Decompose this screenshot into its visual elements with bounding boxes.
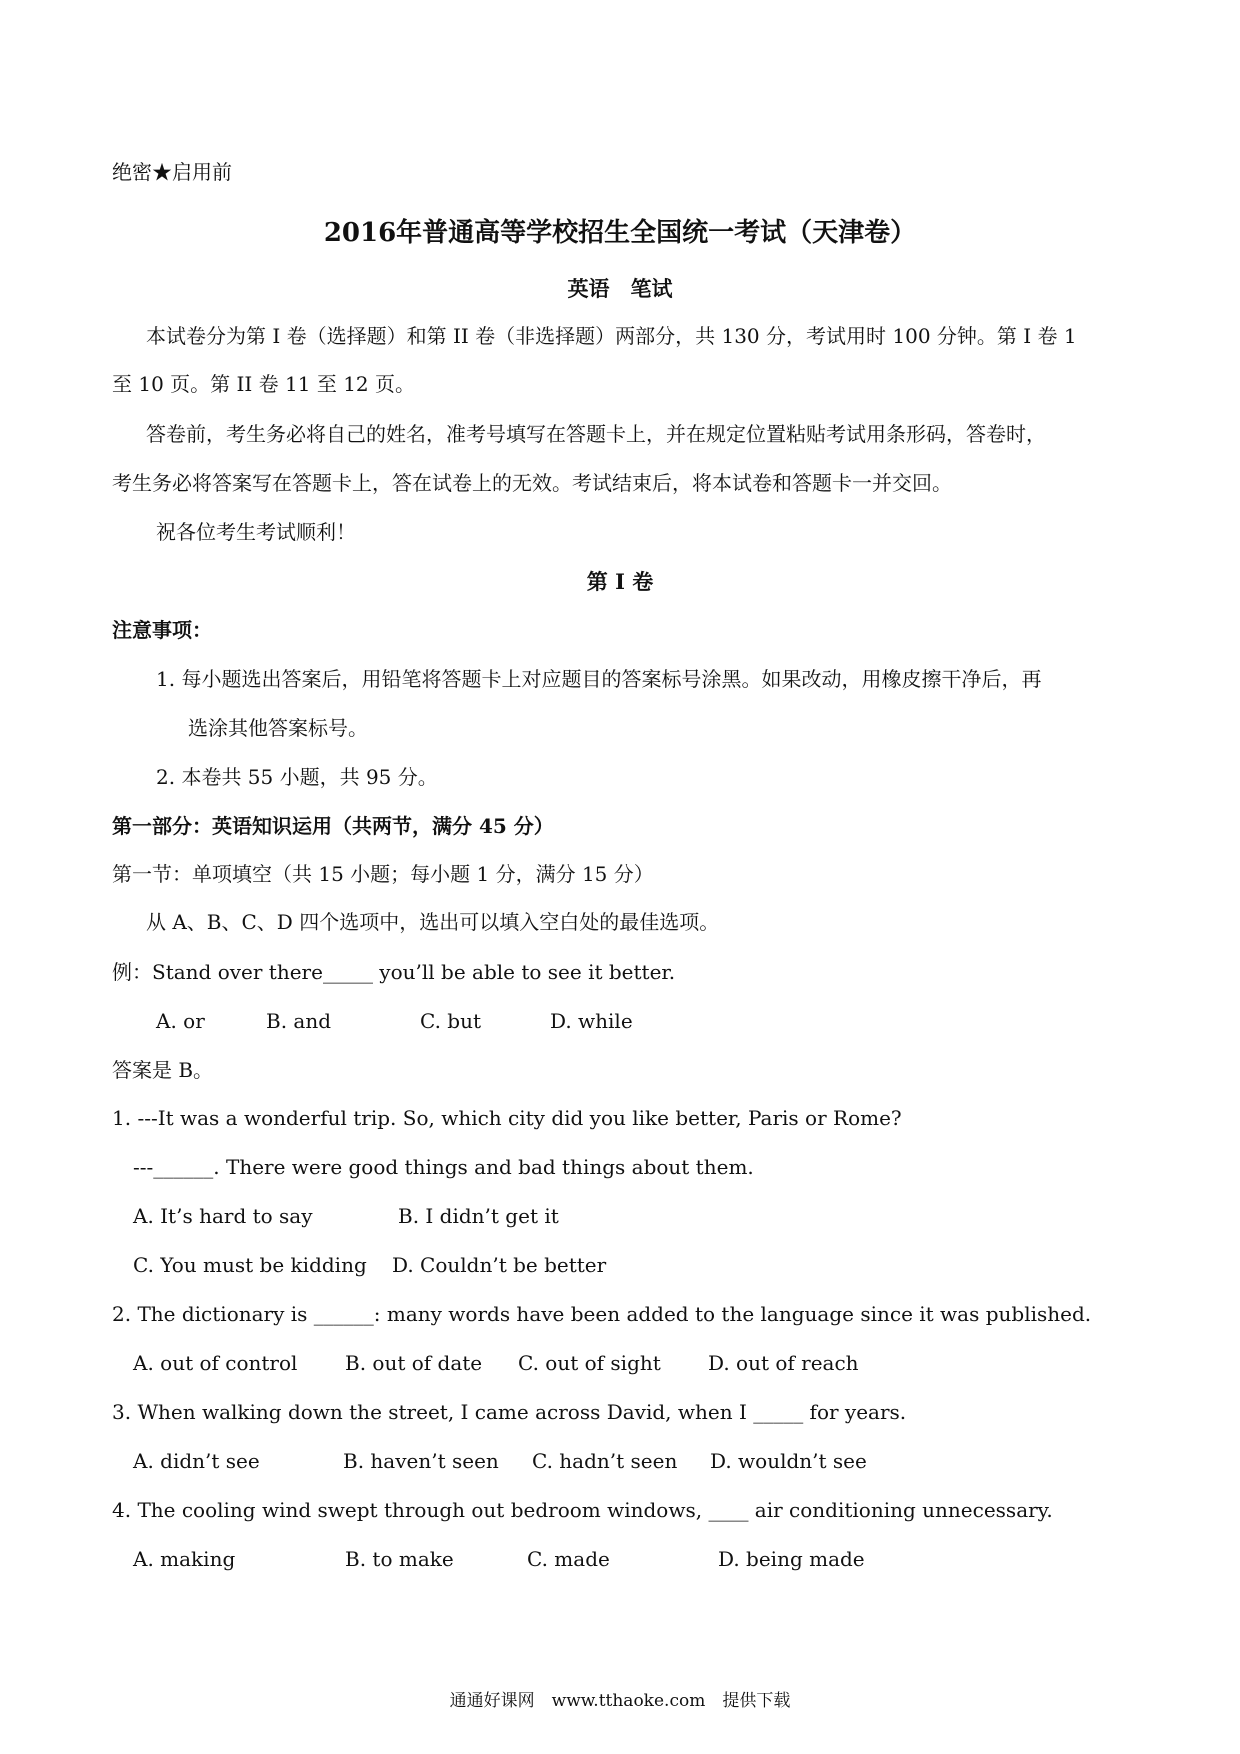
question-2-option-b: B. out of date <box>345 1351 483 1375</box>
example-option-a: A. or <box>156 1009 205 1033</box>
question-2-option-a: A. out of control <box>133 1351 298 1375</box>
example-option-c: C. but <box>420 1009 482 1033</box>
part-one-heading: 第一部分：英语知识运用（共两节，满分 45 分） <box>112 814 554 838</box>
section-heading: 第 I 卷 <box>586 569 654 594</box>
question-4-stem: 4. The cooling wind swept through out bedroom windows, ____ air conditioning unnecessary. <box>112 1498 1053 1522</box>
section-one-heading: 第一节：单项填空（共 15 小题；每小题 1 分，满分 15 分） <box>112 862 654 886</box>
example-stem: 例：Stand over there_____ you’ll be able to see it better. <box>112 960 676 984</box>
question-4-option-d: D. being made <box>718 1547 865 1571</box>
question-1-option-c: C. You must be kidding <box>133 1253 367 1277</box>
exam-title: 2016年普通高等学校招生全国统一考试（天津卷） <box>323 218 917 248</box>
question-4-option-a: A. making <box>133 1547 236 1571</box>
notice-item-1-cont: 选涂其他答案标号。 <box>188 716 368 740</box>
question-1-stem: 1. ---It was a wonderful trip. So, which city did you like better, Paris or Rome? <box>112 1106 902 1130</box>
question-2-option-c: C. out of sight <box>518 1351 661 1375</box>
example-option-d: D. while <box>550 1009 633 1033</box>
intro-line-3: 答卷前，考生务必将自己的姓名，准考号填写在答题卡上，并在规定位置粘贴考试用条形码，答卷时， <box>146 422 1046 446</box>
question-3-stem: 3. When walking down the street, I came across David, when I _____ for years. <box>112 1400 907 1424</box>
intro-line-2: 至 10 页。第 II 卷 11 至 12 页。 <box>112 372 416 396</box>
instruction-text: 从 A、B、C、D 四个选项中，选出可以填入空白处的最佳选项。 <box>146 910 720 934</box>
question-3-option-b: B. haven’t seen <box>343 1449 499 1473</box>
question-1-option-b: B. I didn’t get it <box>398 1204 559 1228</box>
intro-line-1: 本试卷分为第 I 卷（选择题）和第 II 卷（非选择题）两部分，共 130 分，考试用时 100 分钟。第 I 卷 1 <box>146 324 1077 348</box>
question-3-option-c: C. hadn’t seen <box>532 1449 678 1473</box>
good-luck-line: 祝各位考生考试顺利！ <box>156 520 356 544</box>
question-1-stem-2: ---______. There were good things and bad things about them. <box>133 1155 754 1179</box>
question-1-option-d: D. Couldn’t be better <box>392 1253 607 1277</box>
question-2-stem: 2. The dictionary is ______: many words have been added to the language since it was published. <box>112 1302 1092 1326</box>
example-option-b: B. and <box>266 1009 332 1033</box>
example-answer: 答案是 B。 <box>112 1058 214 1082</box>
footer-text: 通通好课网 www.tthaoke.com 提供下载 <box>449 1691 791 1711</box>
notice-item-2: 2. 本卷共 55 小题，共 95 分。 <box>156 765 438 789</box>
question-1-option-a: A. It’s hard to say <box>133 1204 313 1228</box>
intro-line-4: 考生务必将答案写在答题卡上，答在试卷上的无效。考试结束后，将本试卷和答题卡一并交回。 <box>112 471 952 495</box>
question-4-option-b: B. to make <box>345 1547 454 1571</box>
question-4-option-c: C. made <box>527 1547 610 1571</box>
notice-title: 注意事项： <box>112 618 212 642</box>
question-3-option-a: A. didn’t see <box>133 1449 260 1473</box>
question-3-option-d: D. wouldn’t see <box>710 1449 867 1473</box>
exam-subtitle: 英语 笔试 <box>567 276 673 301</box>
secret-mark: 绝密★启用前 <box>112 160 232 184</box>
question-2-option-d: D. out of reach <box>708 1351 859 1375</box>
notice-item-1: 1. 每小题选出答案后，用铅笔将答题卡上对应题目的答案标号涂黑。如果改动，用橡皮擦干净后，再 <box>156 667 1042 691</box>
